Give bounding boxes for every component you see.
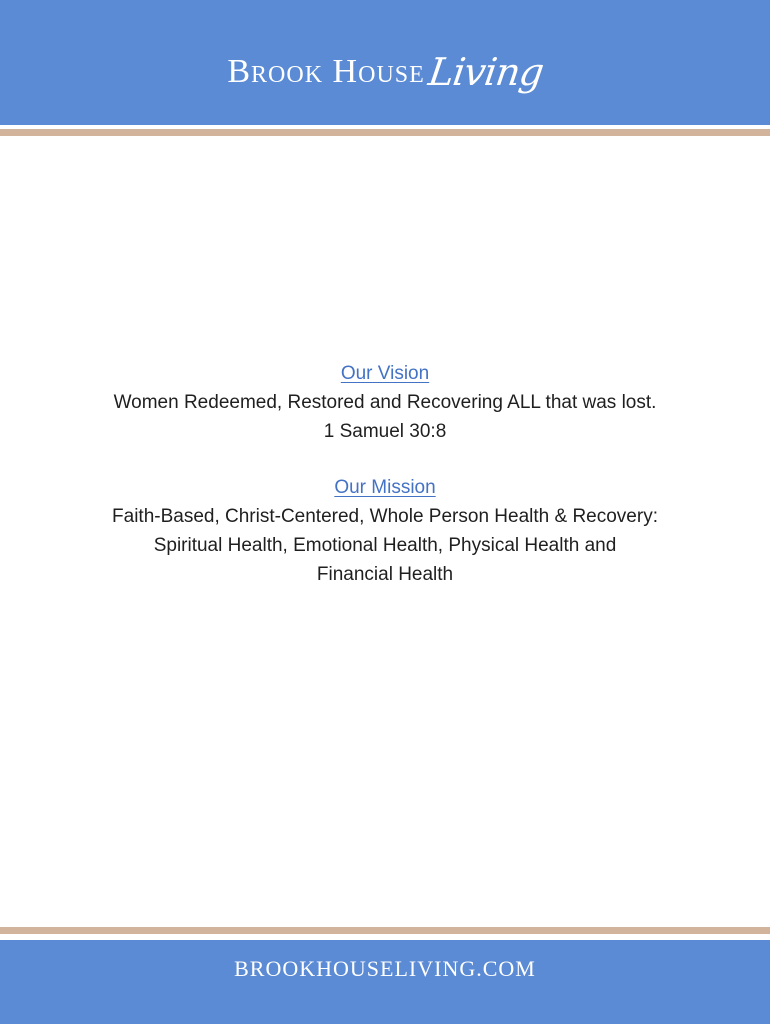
footer-band bbox=[0, 940, 770, 1024]
footer-website: BROOKHOUSELIVING.COM bbox=[234, 956, 536, 981]
logo-wordmark: Brook House bbox=[227, 53, 425, 90]
vision-statement: Women Redeemed, Restored and Recovering ALL that was lost. bbox=[113, 392, 657, 413]
mission-statement-line-3: Financial Health bbox=[316, 564, 454, 585]
mission-section bbox=[40, 473, 730, 589]
logo-script-wordmark: Living bbox=[425, 50, 546, 94]
vision-section bbox=[40, 359, 730, 446]
header-accent-stripe bbox=[0, 129, 770, 136]
footer-accent-stripe bbox=[0, 927, 770, 934]
vision-heading-link[interactable]: Our Vision bbox=[340, 363, 430, 384]
mission-statement-line-2: Spiritual Health, Emotional Health, Physical Health and bbox=[153, 535, 617, 556]
brand-logo bbox=[0, 50, 770, 94]
mission-statement-line-1: Faith-Based, Christ-Centered, Whole Person Health & Recovery: bbox=[112, 506, 658, 527]
mission-heading-link[interactable]: Our Mission bbox=[334, 477, 436, 498]
vision-scripture-reference: 1 Samuel 30:8 bbox=[323, 421, 447, 442]
